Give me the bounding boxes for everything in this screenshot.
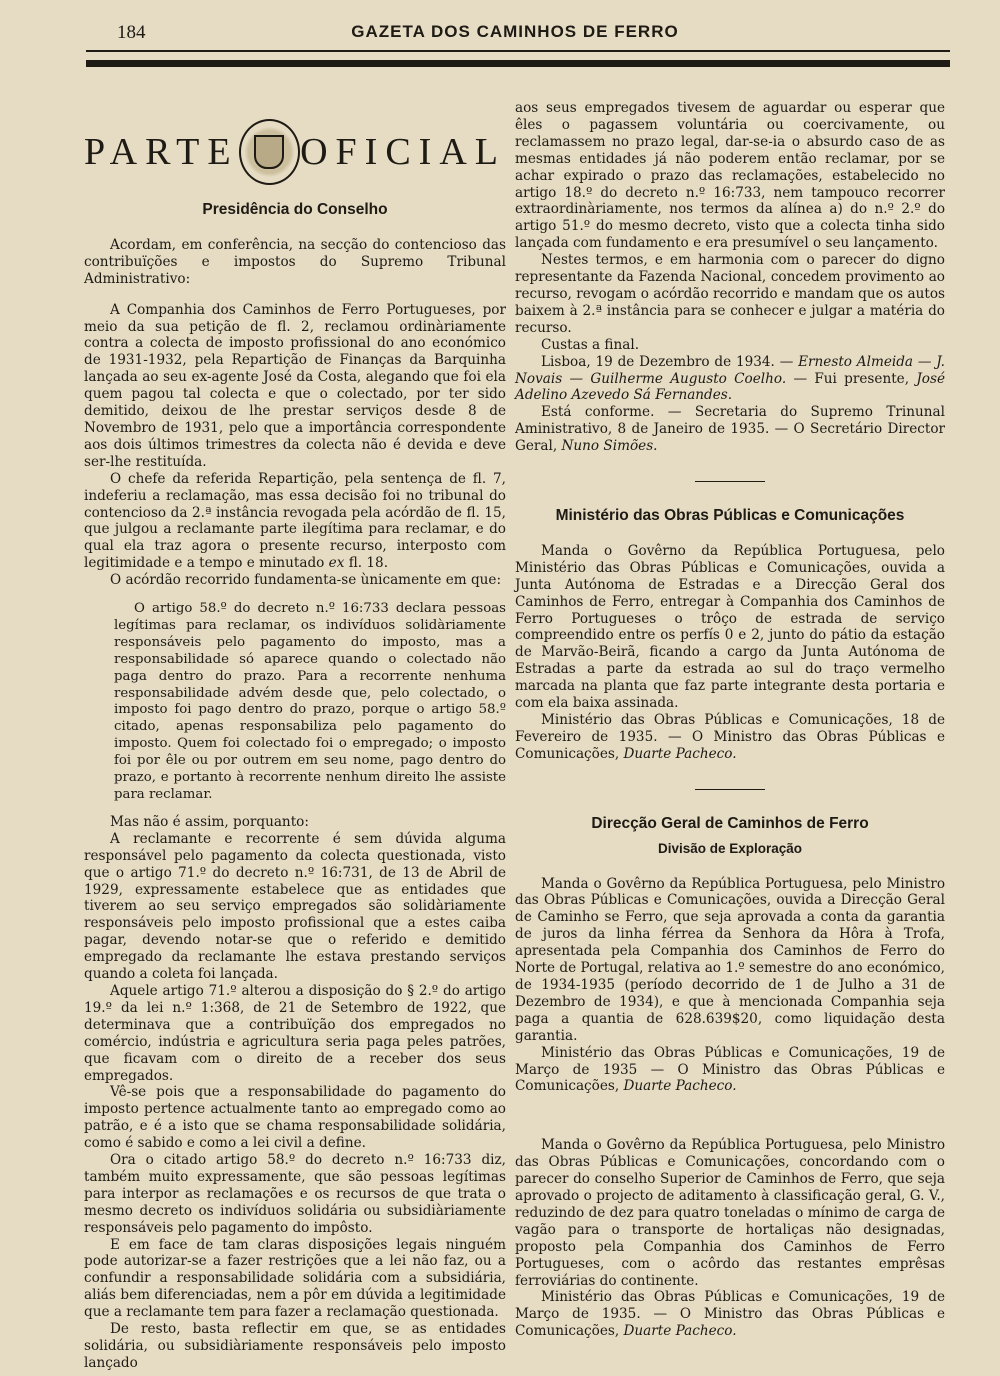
paragraph-1: A Companhia dos Caminhos de Ferro Portugueses, por meio da sua petição de fl. 2, reclamou ordinàriamente contra a colecta de imposto profissional do ano económico de 1931-1932, pela Repartição de Finanças da Barquinha lançada ao seu ex-agente José da Costa, alegando que foi ela quem pagou tal colecta e que o colectado, por ter sido demitido, deixou de lhe prestar serviços desde 8 de Novembro de 1931, pelo que a importância correspondente aos dois últimos trimestres da colecta não é devida e deve ser-lhe restituída. <box>84 301 506 470</box>
paragraph-2 <box>84 471 506 572</box>
paragraph-r3 <box>515 354 945 405</box>
paragraph-3: O acórdão recorrido fundamenta-se ùnicamente em que: <box>110 572 502 589</box>
paragraph-r2: Custas a final. <box>541 336 640 353</box>
r3-present: — Fui presente, <box>793 370 910 387</box>
header-rule <box>86 50 950 64</box>
quote-text: O artigo 58.º do decreto n.º 16:733 declara pessoas legítimas para reclamar, os indivíduos solidàriamente responsáveis pelo pagamento do imposto, mas a responsabilidade só aparece quando o colectado não paga dentro do prazo. Para a recorrente nenhuma responsabilidade advém desde que, pelo colectado, o imposto foi pago dentro do prazo, porque o artigo 58.º citado, apenas responsabiliza pelo pagamento do imposto. Quem foi colectado foi o empregado; o imposto foi por êle ou por outrem em seu nome, pago dentro do prazo, e portanto à recorrente nenhum direito lhe assiste para reclamar. <box>114 601 506 802</box>
paragraph-4: Mas não é assim, porquanto: <box>110 813 309 830</box>
d2-name: Duarte Pacheco. <box>623 1078 737 1095</box>
divider-1 <box>695 481 765 482</box>
paragraph-7: Vê-se pois que a responsabilidade do pagamento do imposto pertence actualmente tanto ao empregado como ao patrão, e é a isto que se chama responsabilidade solidária, como é sabido e como a lei civil a define. <box>84 1084 506 1152</box>
paragraph-e1: Manda o Govêrno da República Portuguesa, pelo Ministro das Obras Públicas e Comunicações, concordando com o parecer do conselho Superior de Caminhos de Ferro, que seja aprovado o projecto de aditamento à classificação geral, G. V., reduzindo de dez para quatro toneladas o mínimo de carga de vagão para o transporte de hortaliças não designadas, proposto pela Companhia dos Caminhos de Ferro Portugueses, com o acôrdo das restantes emprêsas ferroviárias do continente. <box>515 1137 945 1289</box>
title-right-word: OFICIAL <box>300 130 506 173</box>
r3-date: Lisboa, 19 de Dezembro de 1934. — <box>541 353 794 370</box>
paragraph-r1: Nestes termos, e em harmonia com o parecer do digno representante da Fazenda Nacional, concedem provimento ao recurso, revogam o acórdão recorrido e mandam que os autos baixem à 2.ª instância para se conhecer e julgar a matéria do recurso. <box>515 252 945 336</box>
heading-ministerio: Ministério das Obras Públicas e Comunicações <box>555 507 905 525</box>
heading-direccao: Direcção Geral de Caminhos de Ferro <box>591 814 869 832</box>
subheading-divisao: Divisão de Exploração <box>657 840 803 856</box>
e2-text: Ministério das Obras Públicas e Comunicações, 19 de Março de 1935. — O Ministro das Obras Públicas e Comunicações, <box>515 1289 945 1340</box>
d2-text: Ministério das Obras Públicas e Comunicações, 19 de Março de 1935 — O Ministro das Obras Públicas e Comunicações, <box>515 1044 945 1095</box>
heading-presidencia: Presidência do Conselho <box>202 201 388 218</box>
paragraph-2-italic: ex <box>328 555 345 572</box>
r3-names: Ernesto Almeida — J. Novais — Guilherme Augusto Coelho. <box>515 353 945 387</box>
paragraph-10: De resto, basta reflectir em que, se as entidades solidária, ou subsidiàriamente responsáveis pelo imposto lançado <box>84 1321 506 1371</box>
right-column <box>515 100 945 1340</box>
e2-name: Duarte Pacheco. <box>623 1323 737 1340</box>
paragraph-continuation: aos seus empregados tivesem de aguardar ou esperar que êles o pagassem voluntária ou coercivamente, ou reclamassem no prazo legal, dar-se-ia o absurdo caso de as mesmas entidades já não poderem então reclamar, por se achar expirado o prazo das reclamações, estabelecido no artigo 18.º do decreto n.º 16:733, nem tampouco recorrer extraordinàriamente, nos termos da alínea a) do n.º 2.º do artigo 51.º do mesmo decreto, visto que a colecta tinha sido lançada com fundamento e era presumível o seu lançamento. <box>515 100 945 252</box>
paragraph-5: A reclamante e recorrente é sem dúvida alguma responsável pelo pagamento da colecta questionada, visto que o artigo 71.º do decreto n.º 16:731, de 13 de Abril de 1929, expressamente estabelece que as entidades que tiverem ao seu serviço empregados são solidàriamente responsáveis pelo imposto profissional que a estes caiba pagar, devendo notar-se que o referido e demitido empregado da reclamante lhe estava prestando serviços quando a coleta foi lançada. <box>84 830 506 983</box>
paragraph-6: Aquele artigo 71.º alterou a disposição do § 2.º do artigo 19.º da lei n.º 1:368, de 21 de Setembro de 1922, que determinava que a contribuïção dos empregados no comércio, indústria e agricultura seria paga peles patrões, que ficavam com o direito de a receber dos seus empregados. <box>84 982 506 1084</box>
divider-2 <box>695 789 765 790</box>
paragraph-e2 <box>515 1289 945 1340</box>
header-rule-secondary <box>86 64 950 67</box>
page-number: 184 <box>117 22 146 43</box>
paragraph-8: Ora o citado artigo 58.º do decreto n.º 16:733 diz, também muito expressamente, que são pessoas legítimas para interpor as reclamações e os recursos de que trata o mesmo decreto os indivíduos solidária ou subsidiàriamente responsáveis pelo pagamento do impôsto. <box>84 1152 506 1236</box>
paragraph-9: E em face de tam claras disposições legais ninguém pode autorizar-se a fazer restrições que a lei não faz, ou a confundir a responsabilidade solidária com a subsidiária, aliás bem diferenciadas, nem a pôr em dúvida a legitimidade que a reclamante tem para fazer a reclamação questionada. <box>84 1236 506 1321</box>
title-left-word: PARTE <box>84 130 239 173</box>
left-column <box>84 100 506 1372</box>
quote-block <box>114 601 506 804</box>
paragraph-d2 <box>515 1045 945 1096</box>
paragraph-d1: Manda o Govêrno da República Portuguesa, pelo Ministro das Obras Públicas e Comunicações, ouvida a Direcção Geral de Caminho se Ferro, que seja aprovada a conta da garantia de juros da linha férrea da Senhora da Hôra à Trofa, apresentada pela Companhia dos Caminhos de Ferro do Norte de Portugal, relativa ao 1.º semestre do ano económico, de 1934-1935 (período decorrido de 1 de Julho a 31 de Dezembro de 1934), e que à mencionada Companhia seja paga a quantia de 628.639$20, como liquidação desta garantia. <box>515 875 945 1044</box>
running-title: GAZETA DOS CAMINHOS DE FERRO <box>351 22 679 41</box>
paragraph-m1: Manda o Govêrno da República Portuguesa, pelo Ministério das Obras Públicas e Comunicações, ouvida a Junta Autónoma de Estradas e a Direcção Geral dos Caminhos de Ferro, entregar à Companhia dos Caminhos de Ferro Portugueses o trôço de estrada de serviço compreendido entre os perfís 0 e 2, junto do pátio da estação de Marvão-Beirã, ficando a cargo da Junta Autónoma de Estradas a parte da estrada ao sul do traço vermelho marcada na planta que faz parte integrante desta portaria e com ela baixa assinada. <box>515 542 945 712</box>
paragraph-2-text: O chefe da referida Repartição, pela sentença de fl. 7, indeferiu a reclamação, mas essa decisão foi no tribunal do contencioso da 2.ª instância revogada pela acórdão de fl. 15, que julgou a reclamante parte ilegítima para reclamar, e do qual ela traz agora o presente recurso, interposto com legitimidade e a tempo e minutado <box>84 470 506 572</box>
paragraph-m2 <box>515 712 945 763</box>
r4-name: Nuno Simões. <box>561 438 658 455</box>
portuguese-coat-of-arms-icon <box>239 119 301 185</box>
m2-text: Ministério das Obras Públicas e Comunicações, 18 de Fevereiro de 1935. — O Ministro das Obras Públicas e Comunicações, <box>515 712 945 762</box>
r4-text: Está conforme. — Secretaria do Supremo Trinunal Aministrativo, 8 de Janeiro de 1935. — O Secretário Director Geral, <box>515 404 945 455</box>
paragraph-r4 <box>515 404 945 455</box>
shield-icon <box>254 135 284 169</box>
paragraph-2-end: fl. 18. <box>348 555 389 572</box>
spacer <box>515 1095 945 1137</box>
section-title <box>84 120 506 184</box>
m2-name: Duarte Pacheco. <box>623 745 737 762</box>
r3-present-name: José Adelino Azevedo Sá Fernandes. <box>515 370 945 404</box>
paragraph-intro: Acordam, em conferência, na secção do contencioso das contribuïções e impostos do Supremo Tribunal Administrativo: <box>84 236 506 287</box>
